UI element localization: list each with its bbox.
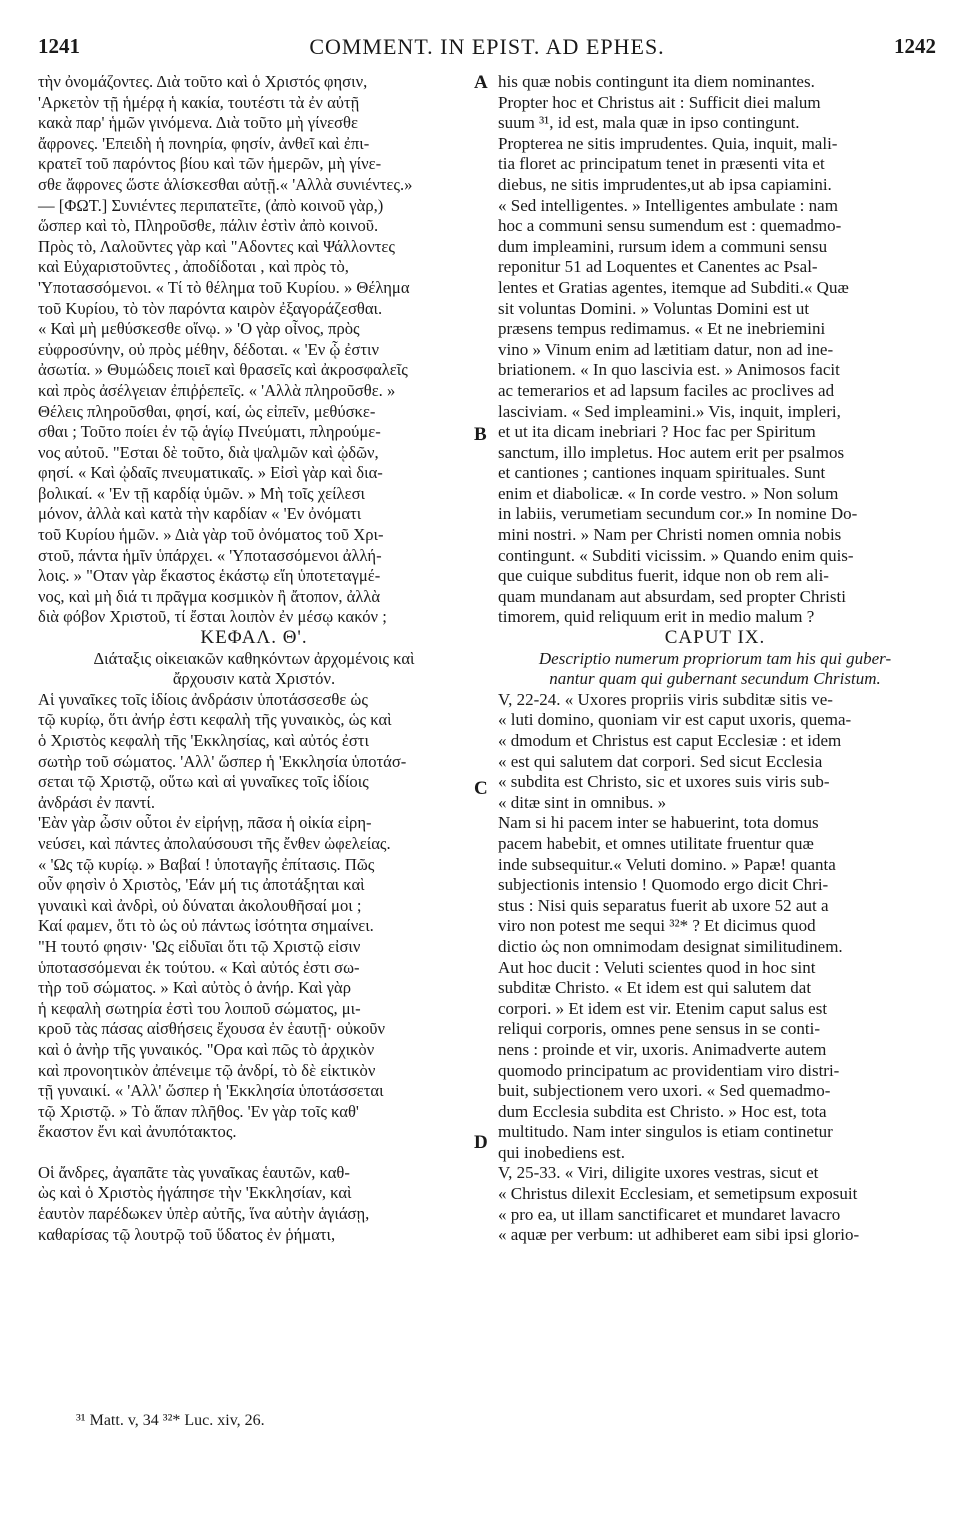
greek-text-line: Θέλεις πληροῦσθαι, φησί, καί, ὡς εἰπεῖν, μεθύσκε- <box>38 401 376 421</box>
greek-text-line: καὶ ὁ ἀνὴρ τῆς γυναικός. "Ορα καὶ πῶς τὸ ἀρχικὸν <box>38 1039 375 1059</box>
greek-text-line: ὼς καὶ ὁ Χριστὸς ἠγάπησε τὴν 'Εκκλησίαν, καὶ <box>38 1183 352 1203</box>
latin-text-line: lentes et Gratias agentes, itemque ad Subditi.« Quæ <box>498 277 849 297</box>
latin-text-line: buit, subjectionem vero uxori. « Sed quemadmo- <box>498 1081 831 1101</box>
greek-text-line: κρατεῖ τοῦ παρόντος βίου καὶ τῶν ἡμερῶν, μὴ γίνε- <box>38 154 382 174</box>
footnote: ³¹ Matt. v, 34 ³²* Luc. xiv, 26. <box>76 1412 265 1429</box>
greek-column <box>38 72 470 1245</box>
latin-text-line: « dmodum et Christus est caput Ecclesiæ : et idem <box>498 731 842 750</box>
latin-text-line: reliqui corporis, omnes pene sensus in se conti- <box>498 1019 820 1039</box>
latin-text-line: « pro ea, ut illam sanctificaret et mundaret lavacro <box>498 1204 841 1224</box>
margin-marker-d: D <box>474 1132 488 1153</box>
latin-text-line: briationem. « In quo lascivia est. » Animosos facit <box>498 360 840 380</box>
greek-text-line: ἄφρονες. 'Επειδὴ ἡ πονηρία, φησίν, ἀνθεῖ καὶ ἐπι- <box>38 133 370 153</box>
margin-marker-c: C <box>474 778 488 799</box>
greek-text-line: κροῦ τὰς πάσας αἰσθήσεις ἔχουσα ἐν ἑαυτῇ· οὐκοῦν <box>38 1019 385 1039</box>
greek-text-line: 'Αρκετὸν τῇ ἡμέρᾳ ἡ κακία, τουτέστι τὰ ἐν αὐτῇ <box>38 92 360 112</box>
latin-text-line: suum ³¹, id est, mala quæ in ipso contingunt. <box>498 113 800 133</box>
greek-text-line: Πρὸς τὸ, Λαλοῦντες γὰρ καὶ "Αδοντες καὶ Ψάλλοντες <box>38 236 395 256</box>
latin-text-line: sanctum, illo impletus. Hoc autem erit per psalmos <box>498 442 845 462</box>
latin-text-line: sit voluntas Domini. » Voluntas Domini est ut <box>498 298 810 318</box>
latin-text-line: dum Ecclesia subdita est Christo. » Hoc est, tota <box>498 1101 827 1121</box>
latin-text-line: « Sed intelligentes. » Intelligentes ambulate : nam <box>498 195 838 215</box>
latin-text-line: corpori. » Et idem est vir. Etenim caput salus est <box>498 998 828 1018</box>
greek-text-line: νος αὐτοῦ. "Εσται δὲ τοῦτο, διὰ ψαλμῶν καὶ ᾠδῶν, <box>38 442 379 462</box>
greek-text-line: κακὰ παρ' ἡμῶν γινόμενα. Διὰ τοῦτο μὴ γίνεσθε <box>38 113 358 133</box>
latin-text-line: quam mundanam aut absurdam, sed propter Christi <box>498 586 846 606</box>
greek-text-line: λοις. » "Οταν γὰρ ἕκαστος ἑκάστῳ εἴη ὑποτεταγμέ- <box>38 566 381 586</box>
latin-text-line: dum impleamini, rursum idem a communi sensu <box>498 236 828 256</box>
greek-text-line: καὶ πρὸς ἀσέλγειαν ἐπιῤῥεπεῖς. « 'Αλλὰ πληροῦσθε. » <box>38 380 396 400</box>
latin-text-line: lasciviam. « Sed impleamini.» Vis, inquit, impleri, <box>498 401 841 421</box>
greek-text-line: μόνον, ἀλλὰ καὶ κατὰ τὴν καρδίαν « 'Εν ὀνόματι <box>38 504 362 524</box>
greek-text-line: καθαρίσας τῷ λουτρῷ τοῦ ὕδατος ἐν ῥήματι, <box>38 1224 336 1244</box>
greek-text-line: καὶ προνοητικὸν ἀπένειμε τῷ ἀνδρί, τὸ δὲ εἰκτικὸν <box>38 1060 376 1080</box>
latin-text-line: « subdita est Christo, sic et uxores suis viris sub- <box>498 772 830 792</box>
greek-text-line: βολικαί. « 'Εν τῇ καρδίᾳ ὑμῶν. » Μὴ τοῖς χείλεσι <box>38 483 365 503</box>
latin-text-line: subditæ Christo. « Et idem est qui salutem dat <box>498 978 812 998</box>
latin-text-line: Nam si hi pacem inter se habuerint, tota domus <box>498 813 819 833</box>
latin-text-line: contingunt. « Subditi vicissim. » Quando enim quis- <box>498 545 854 565</box>
margin-marker-b: B <box>474 424 487 445</box>
greek-text-line: νεύσει, καὶ πάντες ἀπολαύσουσι τῆς ἔνθεν ὠφελείας. <box>38 833 391 853</box>
greek-text-line: διὰ φόβον Χριστοῦ, τί ἔσται λοιπὸν ἐν μέσῳ κακόν ; <box>38 607 387 627</box>
greek-text-line: οὖν φησὶν ὁ Χριστὸς, 'Εάν μή τις ἀποτάξηται καὶ <box>38 875 365 895</box>
greek-text-line: ὑποτασσόμεναι ἐκ τούτου. « Καὶ αὐτός ἐστι σω- <box>38 957 360 977</box>
greek-text-line: ἀσωτία. » Θυμώδεις ποιεῖ καὶ θρασεῖς καὶ ἀκροσφαλεῖς <box>38 360 408 380</box>
latin-text-line: « luti domino, quoniam vir est caput uxoris, quema- <box>498 710 852 730</box>
latin-text-line: inde subsequitur.« Veluti domino. » Papæ! quanta <box>498 854 836 874</box>
greek-chapter-heading: ΚΕΦΑΛ. Θ'. <box>200 627 308 649</box>
latin-text-line: « est qui salutem dat corpori. Sed sicut Ecclesia <box>498 751 823 771</box>
latin-text-line: V, 25-33. « Viri, diligite uxores vestras, sicut et <box>498 1163 819 1183</box>
greek-text-line: σθε ἄφρονες ὥστε ἁλίσκεσθαι αὐτῇ.« 'Αλλὰ συνιέντες.» <box>38 174 413 194</box>
latin-text-line: mini nostri. » Nam per Christi nomen omnia nobis <box>498 525 842 545</box>
page-number-left: 1241 <box>38 34 80 58</box>
latin-column <box>498 72 932 1246</box>
greek-text-line: γυναικὶ καὶ ἀνδρὶ, οὐ δύναται ἀκολουθῆσαί μοι ; <box>38 895 362 915</box>
greek-text-line: « 'Ως τῷ κυρίῳ. » Βαβαί ! ὑποταγῆς ἐπίτασις. Πῶς <box>38 854 375 874</box>
latin-text-line: vino » Vinum enim ad lætitiam datur, non ad ine- <box>498 339 834 359</box>
latin-text-line: in labiis, verumetiam secundum cor.» In nomine Do- <box>498 504 858 524</box>
latin-text-line: multitudo. Nam inter singulos is etiam continetur <box>498 1122 833 1142</box>
greek-text-line: στοῦ, πάντα ἡμῖν ὑπάρχει. « 'Υποτασσόμενοι ἀλλή- <box>38 545 382 565</box>
latin-text-line: enim et diabolicæ. « In corde vestro. » Non solum <box>498 483 839 503</box>
latin-text-line: præsens tempus redimamus. « Et ne inebriemini <box>498 319 826 339</box>
greek-text-line: εὐφροσύνην, οὐ πρὸς μέθην, δέδοται. « 'Εν ᾧ ἐστιν <box>38 339 379 359</box>
latin-chapter-subtitle: nantur quam qui gubernant secundum Christum. <box>549 669 881 689</box>
latin-text-line: et cantiones ; cantiones inquam spirituales. Sunt <box>498 463 826 483</box>
latin-text-line: « Christus dilexit Ecclesiam, et semetipsum exposuit <box>498 1184 858 1204</box>
page-header <box>38 34 936 64</box>
latin-text-line: que cuique subditus fuerit, idque non ob rem ali- <box>498 566 829 586</box>
greek-text-line: ἀνδράσι ἐν παντί. <box>38 792 156 812</box>
latin-text-line: quomodo principatum ac providentiam viro distri- <box>498 1060 840 1080</box>
latin-text-line: viro non potest me sequi ³²* ? Et dicimus quod <box>498 916 816 936</box>
latin-text-line: qui inobediens est. <box>498 1142 626 1162</box>
latin-text-line: nens : proinde et vir, uxoris. Animadverte autem <box>498 1039 827 1059</box>
latin-text-line: Propter hoc et Christus ait : Sufficit diei malum <box>498 92 821 112</box>
greek-text-line: σωτὴρ τοῦ σώματος. 'Αλλ' ὥσπερ ἡ 'Εκκλησία ὑποτάσ- <box>38 751 407 771</box>
latin-text-line: hoc a communi sensu sumendum est : quemadmo- <box>498 216 842 236</box>
latin-text-line: et ut ita dicam inebriari ? Hoc fac per Spiritum <box>498 422 816 442</box>
greek-text-line: τὴν ὀνομάζοντες. Διὰ τοῦτο καὶ ὁ Χριστός φησιν, <box>38 72 368 91</box>
latin-text-line: tia floret ac principatum tenet in præsenti vita et <box>498 154 825 174</box>
latin-text-line: dictio ὡς non omnimodam designat similitudinem. <box>498 936 843 956</box>
greek-text-line: 'Εὰν γὰρ ὦσιν οὗτοι ἐν εἰρήνῃ, πᾶσα ἡ οἰκία εἰρη- <box>38 813 372 833</box>
latin-text-line: timorem, quid reliquum erit in medio malum ? <box>498 607 815 627</box>
greek-text-line: τοῦ Κυρίου ἡμῶν. » Διὰ γὰρ τοῦ ὀνόματος τοῦ Χρι- <box>38 525 384 545</box>
latin-text-line: « ditæ sint in omnibus. » <box>498 792 667 812</box>
greek-text-line: ὥσπερ καὶ τὸ, Πληροῦσθε, πάλιν ἐστὶν ἀπὸ κοινοῦ. <box>38 216 379 236</box>
greek-text-line: τοῦ Κυρίου, τὸ τὸν παρόντα καιρὸν ἐξαγοράζεσθαι. <box>38 298 383 318</box>
greek-text-line: καὶ Εὐχαριστοῦντες , ἀποδίδοται , καὶ πρὸς τὸ, <box>38 257 349 277</box>
greek-text-line: τῷ Χριστῷ. » Τὸ ἅπαν πλῆθος. 'Εν γὰρ τοῖς καθ' <box>38 1101 359 1121</box>
latin-text-line: diebus, ne sitis imprudentes,ut ab ipsa capiamini. <box>498 174 832 194</box>
greek-text-line: Αἱ γυναῖκες τοῖς ἰδίοις ἀνδράσιν ὑποτάσσεσθε ὡς <box>38 689 368 709</box>
greek-text-line: Καί φαμεν, ὅτι τὸ ὡς οὐ πάντως ἰσότητα σημαίνει. <box>38 916 374 936</box>
latin-text-line: ac temerarios et ad lapsum faciles ac proclives ad <box>498 380 835 400</box>
latin-chapter-subtitle: Descriptio numerum propriorum tam his qui guber- <box>538 648 892 668</box>
greek-text-line: σεται τῷ Χριστῷ, οὕτω καὶ αἱ γυναῖκες τοῖς ἰδίοις <box>38 772 369 792</box>
latin-text-line: pacem habebit, et omnes utilitate fruentur quæ <box>498 833 814 853</box>
running-title: COMMENT. IN EPIST. AD EPHES. <box>309 34 665 59</box>
greek-text-line: σθαι ; Τοῦτο ποίει ἐν τῷ ἁγίῳ Πνεύματι, πληρούμε- <box>38 422 381 442</box>
greek-text-line: — [ΦΩΤ.] Συνιέντες περιπατεῖτε, (ἀπὸ κοινοῦ γὰρ,) <box>38 195 384 215</box>
greek-text-line: ὁ Χριστὸς κεφαλὴ τῆς 'Εκκλησίας, καὶ αὐτός ἐστι <box>38 731 369 750</box>
greek-chapter-subtitle: Διάταξις οἰκειακῶν καθηκόντων ἀρχομένοις καὶ <box>93 648 415 668</box>
greek-text-line: ἡ κεφαλὴ σωτηρία ἐστὶ του λοιποῦ σώματος, μι- <box>38 998 361 1018</box>
latin-text-line: Aut hoc ducit : Veluti scientes quod in hoc sint <box>498 957 816 977</box>
latin-text-line: « aquæ per verbum: ut adhiberet eam sibi ipsi glorio- <box>498 1225 860 1245</box>
greek-text-line: νος, καὶ μὴ διά τι πρᾶγμα κοσμικὸν ἢ ἄτοπον, ἀλλὰ <box>38 586 381 606</box>
latin-text-line: reponitur 51 ad Loquentes et Canentes ac Psal- <box>498 257 818 277</box>
greek-text-line: φησί. « Καὶ ᾠδαῖς πνευματικαῖς. » Εἰσὶ γὰρ καὶ δια- <box>38 463 383 483</box>
latin-text-line: stus : Nisi quis separatus fuerit ab uxore 52 aut a <box>498 895 829 915</box>
latin-text-line: V, 22-24. « Uxores propriis viris subditæ sitis ve- <box>498 689 833 709</box>
greek-text-line: "Η τουτό φησιν· 'Ως εἰδυῖαι ὅτι τῷ Χριστῷ εἰσιν <box>38 936 361 956</box>
greek-text-line: τὴρ τοῦ σώματος. » Καὶ αὐτὸς ὁ ἀνήρ. Καὶ γὰρ <box>38 978 351 998</box>
greek-chapter-subtitle: ἄρχουσιν κατὰ Χριστόν. <box>172 669 336 689</box>
latin-chapter-heading: CAPUT IX. <box>664 627 766 649</box>
margin-marker-a: A <box>474 72 488 93</box>
greek-text-line: 'Υποτασσόμενοι. « Τί τὸ θέλημα τοῦ Κυρίου. » Θέλημα <box>38 277 410 297</box>
latin-text-line: Propterea ne sitis imprudentes. Quia, inquit, mali- <box>498 133 838 153</box>
greek-text-line: τῷ κυρίῳ, ὅτι ἀνήρ ἐστι κεφαλὴ τῆς γυναικὸς, ὡς καὶ <box>38 710 392 730</box>
latin-text-line: his quæ nobis contingunt ita diem nominantes. <box>498 72 815 91</box>
greek-text-line: ἑαυτὸν παρέδωκεν ὑπὲρ αὐτῆς, ἵνα αὐτὴν ἁγιάσῃ, <box>38 1204 370 1224</box>
greek-text-line: Οἱ ἄνδρες, ἀγαπᾶτε τὰς γυναῖκας ἑαυτῶν, καθ- <box>38 1162 350 1182</box>
greek-text-line: τῇ γυναικί. « 'Αλλ' ὥσπερ ἡ 'Εκκλησία ὑποτάσσεται <box>38 1081 384 1101</box>
paragraph-gap <box>38 1143 470 1163</box>
greek-text-line: « Καὶ μὴ μεθύσκεσθε οἴνῳ. » 'Ο γὰρ οἶνος, πρὸς <box>38 319 360 339</box>
greek-text-line: ἕκαστον ἔνι καὶ ἀνυπότακτος. <box>38 1122 237 1142</box>
page-number-right: 1242 <box>894 34 936 58</box>
latin-text-line: subjectionis intensio ! Quomodo ergo dicit Chri- <box>498 875 829 895</box>
